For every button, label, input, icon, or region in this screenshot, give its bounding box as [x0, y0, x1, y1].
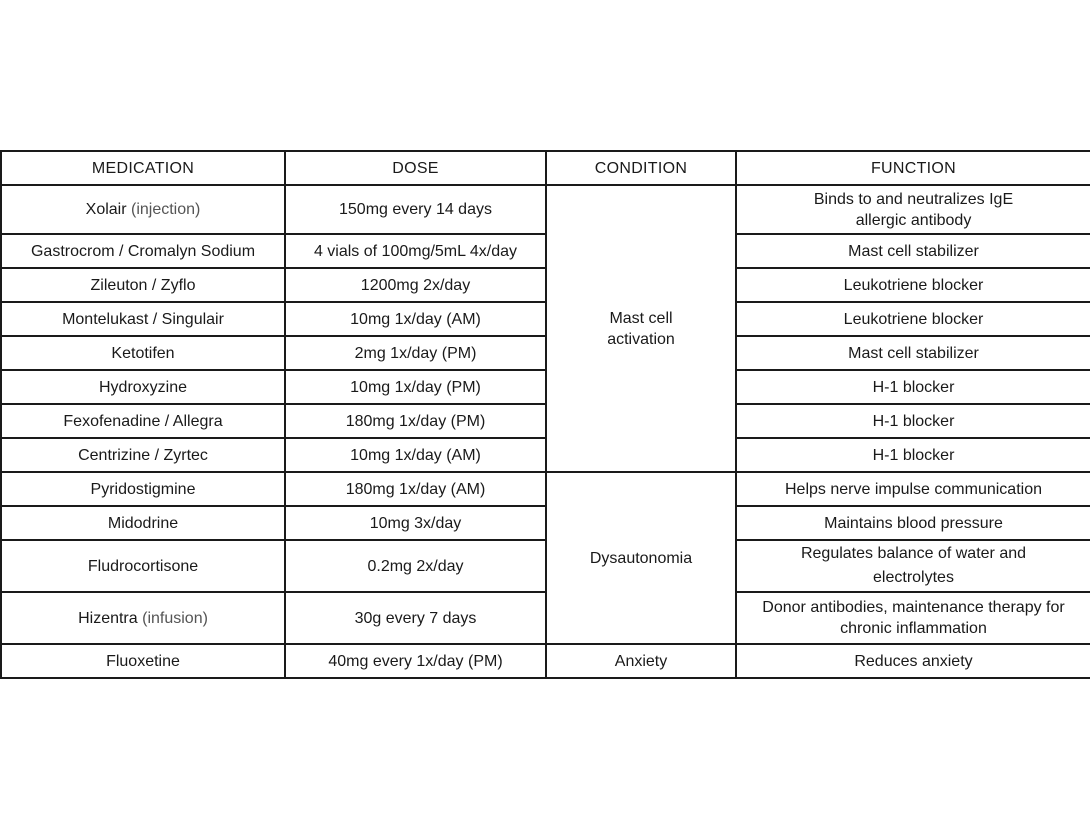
medication-cell: Midodrine	[1, 506, 285, 540]
dose-cell: 150mg every 14 days	[285, 185, 546, 234]
medication-note: (infusion)	[142, 609, 208, 627]
condition-cell-dysautonomia: Dysautonomia	[546, 472, 736, 644]
function-cell: Reduces anxiety	[736, 644, 1090, 678]
dose-cell: 10mg 1x/day (AM)	[285, 302, 546, 336]
dose-cell: 10mg 1x/day (AM)	[285, 438, 546, 472]
medication-cell: Pyridostigmine	[1, 472, 285, 506]
function-cell: Leukotriene blocker	[736, 302, 1090, 336]
function-cell: Maintains blood pressure	[736, 506, 1090, 540]
medication-cell: Gastrocrom / Cromalyn Sodium	[1, 234, 285, 268]
function-cell: Mast cell stabilizer	[736, 234, 1090, 268]
function-cell: Helps nerve impulse communication	[736, 472, 1090, 506]
function-text: Donor antibodies, maintenance therapy for chronic inflammation	[762, 599, 1065, 637]
table-row	[1, 404, 1090, 438]
header-function: FUNCTION	[736, 151, 1090, 185]
table-row	[1, 185, 1090, 234]
header-dose: DOSE	[285, 151, 546, 185]
table-row	[1, 438, 1090, 472]
table-row	[1, 540, 1090, 592]
medication-cell: Fluoxetine	[1, 644, 285, 678]
function-cell: H-1 blocker	[736, 370, 1090, 404]
function-cell: Leukotriene blocker	[736, 268, 1090, 302]
condition-cell-mast-cell	[546, 185, 736, 472]
dose-cell: 40mg every 1x/day (PM)	[285, 644, 546, 678]
header-row	[1, 151, 1090, 185]
dose-cell: 0.2mg 2x/day	[285, 540, 546, 592]
function-cell	[736, 540, 1090, 592]
function-text: Binds to and neutralizes IgE allergic antibody	[813, 190, 1014, 229]
dose-cell: 30g every 7 days	[285, 592, 546, 644]
medication-cell: Montelukast / Singulair	[1, 302, 285, 336]
table-row	[1, 370, 1090, 404]
medication-cell: Fludrocortisone	[1, 540, 285, 592]
dose-cell: 180mg 1x/day (PM)	[285, 404, 546, 438]
condition-label: Mast cell activation	[607, 309, 675, 348]
medication-cell: Centrizine / Zyrtec	[1, 438, 285, 472]
dose-cell: 10mg 1x/day (PM)	[285, 370, 546, 404]
table-row	[1, 472, 1090, 506]
table-row	[1, 644, 1090, 678]
medication-cell	[1, 592, 285, 644]
function-cell: H-1 blocker	[736, 404, 1090, 438]
medication-cell: Ketotifen	[1, 336, 285, 370]
function-cell: Mast cell stabilizer	[736, 336, 1090, 370]
dose-cell: 1200mg 2x/day	[285, 268, 546, 302]
medication-cell: Hydroxyzine	[1, 370, 285, 404]
table-row	[1, 592, 1090, 644]
table-row	[1, 234, 1090, 268]
table-row	[1, 302, 1090, 336]
medication-cell: Zileuton / Zyflo	[1, 268, 285, 302]
function-cell	[736, 592, 1090, 644]
table-row	[1, 268, 1090, 302]
table-row	[1, 336, 1090, 370]
medication-table	[0, 150, 1090, 679]
medication-cell	[1, 185, 285, 234]
table-row	[1, 506, 1090, 540]
medication-note: (injection)	[131, 201, 201, 218]
medication-name: Hizentra	[78, 609, 138, 627]
dose-cell: 10mg 3x/day	[285, 506, 546, 540]
condition-cell-anxiety: Anxiety	[546, 644, 736, 678]
function-cell	[736, 185, 1090, 234]
dose-cell: 180mg 1x/day (AM)	[285, 472, 546, 506]
header-condition: CONDITION	[546, 151, 736, 185]
medication-cell: Fexofenadine / Allegra	[1, 404, 285, 438]
dose-cell: 2mg 1x/day (PM)	[285, 336, 546, 370]
function-text: Regulates balance of water and electrolytes	[800, 545, 1027, 586]
function-cell: H-1 blocker	[736, 438, 1090, 472]
dose-cell: 4 vials of 100mg/5mL 4x/day	[285, 234, 546, 268]
medication-name: Xolair	[85, 201, 127, 218]
header-medication: MEDICATION	[1, 151, 285, 185]
